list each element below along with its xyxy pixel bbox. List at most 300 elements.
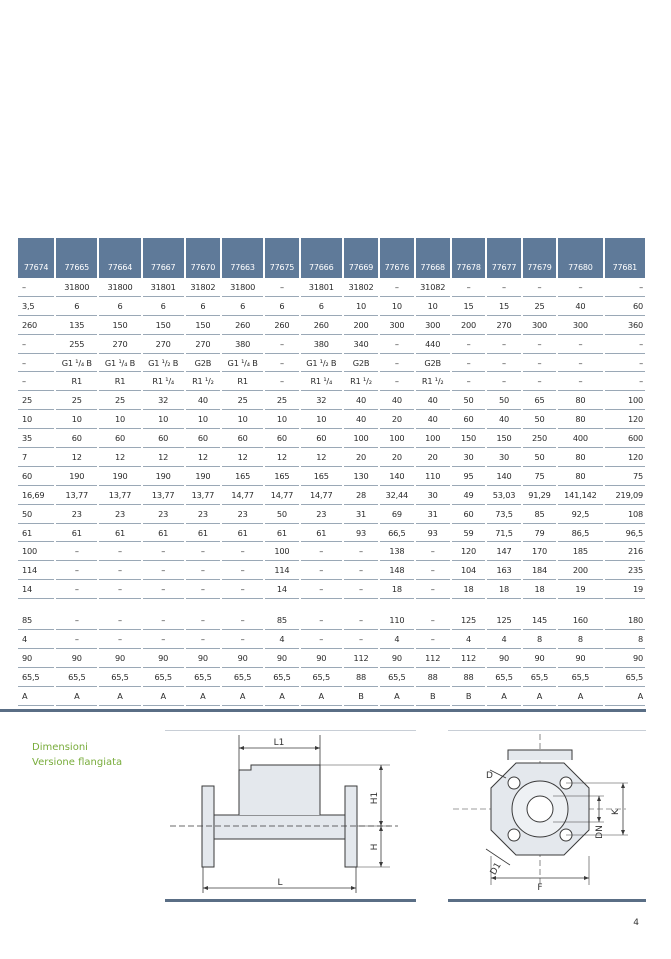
table-cell: 65,5 bbox=[605, 668, 645, 687]
table-cell: – bbox=[523, 354, 556, 373]
table-cell: 91,29 bbox=[523, 486, 556, 505]
table-cell: 65,5 bbox=[487, 668, 520, 687]
table-cell: – bbox=[605, 354, 645, 373]
column-header: 77679 bbox=[523, 238, 556, 278]
drawing-top-rule-right bbox=[448, 730, 646, 731]
table-cell: 150 bbox=[143, 316, 184, 335]
table-cell: – bbox=[265, 372, 298, 391]
column-header: 77665 bbox=[56, 238, 97, 278]
table-cell: 60 bbox=[452, 505, 485, 524]
table-cell: 31801 bbox=[301, 278, 342, 297]
table-cell: 12 bbox=[222, 448, 263, 467]
table-cell: 140 bbox=[380, 467, 413, 486]
table-cell: – bbox=[143, 630, 184, 649]
table-cell: 60 bbox=[452, 410, 485, 429]
table-cell: 90 bbox=[558, 649, 602, 668]
table-cell: R1 ¹/₄ bbox=[301, 372, 342, 391]
table-cell: 216 bbox=[605, 542, 645, 561]
table-cell: 31800 bbox=[56, 278, 97, 297]
spacer-cell bbox=[265, 599, 298, 611]
table-cell: 28 bbox=[344, 486, 378, 505]
label-H: H bbox=[370, 843, 380, 851]
table-cell: 340 bbox=[344, 335, 378, 354]
table-cell: 10 bbox=[344, 297, 378, 316]
label-F: F bbox=[537, 883, 543, 893]
table-cell: 141,142 bbox=[558, 486, 602, 505]
table-row bbox=[18, 354, 645, 373]
table-cell: – bbox=[344, 561, 378, 580]
table-cell: 40 bbox=[344, 410, 378, 429]
table-cell: – bbox=[416, 542, 450, 561]
table-cell: 6 bbox=[99, 297, 140, 316]
table-cell: 255 bbox=[56, 335, 97, 354]
table-cell: 61 bbox=[186, 524, 220, 543]
table-cell: A bbox=[380, 687, 413, 706]
table-cell: 260 bbox=[222, 316, 263, 335]
table-row bbox=[18, 668, 645, 687]
table-cell: 40 bbox=[558, 297, 602, 316]
table-cell: – bbox=[558, 335, 602, 354]
table-cell: A bbox=[186, 687, 220, 706]
table-cell: 19 bbox=[605, 580, 645, 599]
page-number: 4 bbox=[633, 918, 639, 928]
table-cell: 10 bbox=[265, 410, 298, 429]
table-cell: 60 bbox=[99, 429, 140, 448]
column-header: 77664 bbox=[99, 238, 140, 278]
table-cell: 200 bbox=[452, 316, 485, 335]
table-cell: 61 bbox=[265, 524, 298, 543]
spacer-cell bbox=[99, 599, 140, 611]
table-cell: 65 bbox=[523, 391, 556, 410]
table-cell: A bbox=[56, 687, 97, 706]
table-row bbox=[18, 297, 645, 316]
table-cell: 12 bbox=[99, 448, 140, 467]
table-cell: 100 bbox=[380, 429, 413, 448]
table-cell: G1 ¹/₄ B bbox=[56, 354, 97, 373]
table-cell: – bbox=[143, 561, 184, 580]
table-cell: G1 ¹/₂ B bbox=[301, 354, 342, 373]
table-cell: 23 bbox=[301, 505, 342, 524]
table-cell: 35 bbox=[18, 429, 54, 448]
drawing-bottom-rule-left bbox=[165, 899, 416, 902]
front-view-drawing bbox=[448, 732, 646, 900]
table-cell: – bbox=[186, 580, 220, 599]
table-cell: 31800 bbox=[222, 278, 263, 297]
column-header: 77669 bbox=[344, 238, 378, 278]
column-header: 77666 bbox=[301, 238, 342, 278]
table-cell: 90 bbox=[523, 649, 556, 668]
table-cell: 69 bbox=[380, 505, 413, 524]
table-cell: 90 bbox=[18, 649, 54, 668]
table-row bbox=[18, 524, 645, 543]
table-cell: – bbox=[222, 611, 263, 630]
spacer-cell bbox=[452, 599, 485, 611]
table-cell: 120 bbox=[452, 542, 485, 561]
table-cell: 114 bbox=[18, 561, 54, 580]
table-cell: A bbox=[487, 687, 520, 706]
table-cell: 65,5 bbox=[558, 668, 602, 687]
table-cell: 147 bbox=[487, 542, 520, 561]
table-cell: – bbox=[301, 630, 342, 649]
table-cell: 59 bbox=[452, 524, 485, 543]
table-cell: 20 bbox=[344, 448, 378, 467]
table-cell: 61 bbox=[18, 524, 54, 543]
table-cell: 65,5 bbox=[380, 668, 413, 687]
table-row bbox=[18, 316, 645, 335]
table-cell: 18 bbox=[523, 580, 556, 599]
table-row bbox=[18, 467, 645, 486]
table-cell: 180 bbox=[605, 611, 645, 630]
column-header: 77676 bbox=[380, 238, 413, 278]
table-cell: 30 bbox=[452, 448, 485, 467]
table-row bbox=[18, 410, 645, 429]
table-cell: 85 bbox=[523, 505, 556, 524]
table-cell: – bbox=[452, 372, 485, 391]
table-cell: R1 ¹/₂ bbox=[344, 372, 378, 391]
table-cell: 60 bbox=[186, 429, 220, 448]
table-cell: 65,5 bbox=[56, 668, 97, 687]
column-header: 77663 bbox=[222, 238, 263, 278]
table-cell: 125 bbox=[487, 611, 520, 630]
table-cell: 40 bbox=[487, 410, 520, 429]
table-cell: 300 bbox=[380, 316, 413, 335]
table-cell: A bbox=[523, 687, 556, 706]
table-cell: – bbox=[487, 354, 520, 373]
table-cell: 95 bbox=[452, 467, 485, 486]
table-cell: 18 bbox=[487, 580, 520, 599]
table-cell: 15 bbox=[452, 297, 485, 316]
table-cell: 90 bbox=[487, 649, 520, 668]
table-cell: 108 bbox=[605, 505, 645, 524]
dimensions-table bbox=[16, 238, 647, 706]
table-cell: G2B bbox=[416, 354, 450, 373]
table-cell: – bbox=[186, 630, 220, 649]
table-cell: 30 bbox=[416, 486, 450, 505]
table-cell: 3,5 bbox=[18, 297, 54, 316]
table-cell: 14 bbox=[265, 580, 298, 599]
table-row bbox=[18, 687, 645, 706]
table-cell: 4 bbox=[265, 630, 298, 649]
table-cell: – bbox=[416, 630, 450, 649]
label-DN: DN bbox=[595, 825, 605, 839]
table-cell: – bbox=[143, 611, 184, 630]
drawing-top-rule-left bbox=[165, 730, 416, 731]
table-cell: R1 ¹/₂ bbox=[416, 372, 450, 391]
table-cell: – bbox=[605, 372, 645, 391]
table-cell: – bbox=[99, 542, 140, 561]
table-cell: 10 bbox=[416, 297, 450, 316]
table-cell: – bbox=[56, 580, 97, 599]
column-header: 77668 bbox=[416, 238, 450, 278]
table-cell: 65,5 bbox=[99, 668, 140, 687]
table-cell: 93 bbox=[416, 524, 450, 543]
table-cell: 53,03 bbox=[487, 486, 520, 505]
table-cell: 10 bbox=[99, 410, 140, 429]
table-cell: – bbox=[56, 630, 97, 649]
table-cell: G1 ¹/₄ B bbox=[99, 354, 140, 373]
table-cell: A bbox=[143, 687, 184, 706]
table-cell: – bbox=[380, 335, 413, 354]
table-cell: – bbox=[452, 354, 485, 373]
table-cell: – bbox=[487, 278, 520, 297]
table-cell: 104 bbox=[452, 561, 485, 580]
table-cell: 50 bbox=[452, 391, 485, 410]
column-header: 77670 bbox=[186, 238, 220, 278]
table-cell: – bbox=[523, 335, 556, 354]
label-L1: L1 bbox=[273, 738, 285, 748]
table-cell: – bbox=[222, 542, 263, 561]
table-cell: 30 bbox=[487, 448, 520, 467]
table-cell: 145 bbox=[523, 611, 556, 630]
table-cell: 190 bbox=[56, 467, 97, 486]
table-row bbox=[18, 505, 645, 524]
section-title: Dimensioni bbox=[32, 742, 88, 753]
table-cell: – bbox=[523, 372, 556, 391]
table-cell: 90 bbox=[301, 649, 342, 668]
table-cell: – bbox=[487, 372, 520, 391]
table-cell: 10 bbox=[222, 410, 263, 429]
table-cell: 12 bbox=[186, 448, 220, 467]
table-cell: 120 bbox=[605, 410, 645, 429]
table-cell: A bbox=[99, 687, 140, 706]
table-cell: 85 bbox=[18, 611, 54, 630]
table-cell: 90 bbox=[143, 649, 184, 668]
table-cell: – bbox=[301, 542, 342, 561]
spacer-cell bbox=[143, 599, 184, 611]
table-cell: 165 bbox=[301, 467, 342, 486]
column-header: 77678 bbox=[452, 238, 485, 278]
table-cell: 150 bbox=[186, 316, 220, 335]
table-cell: 190 bbox=[99, 467, 140, 486]
table-cell: 88 bbox=[452, 668, 485, 687]
table-cell: 18 bbox=[380, 580, 413, 599]
table-cell: 60 bbox=[265, 429, 298, 448]
table-cell: 31800 bbox=[99, 278, 140, 297]
table-cell: 140 bbox=[487, 467, 520, 486]
table-cell: 12 bbox=[265, 448, 298, 467]
table-cell: – bbox=[523, 278, 556, 297]
table-cell: A bbox=[222, 687, 263, 706]
table-cell: 360 bbox=[605, 316, 645, 335]
table-cell: 10 bbox=[143, 410, 184, 429]
table-cell: 80 bbox=[558, 410, 602, 429]
table-cell: – bbox=[344, 580, 378, 599]
table-cell: 190 bbox=[186, 467, 220, 486]
table-cell: 18 bbox=[452, 580, 485, 599]
table-cell: 400 bbox=[558, 429, 602, 448]
table-cell: 130 bbox=[344, 467, 378, 486]
table-cell: 110 bbox=[380, 611, 413, 630]
table-cell: 300 bbox=[558, 316, 602, 335]
table-cell: 219,09 bbox=[605, 486, 645, 505]
table-row bbox=[18, 542, 645, 561]
table-cell: – bbox=[18, 354, 54, 373]
table-cell: 49 bbox=[452, 486, 485, 505]
table-cell: 92,5 bbox=[558, 505, 602, 524]
table-cell: 125 bbox=[452, 611, 485, 630]
table-cell: 23 bbox=[186, 505, 220, 524]
table-cell: 50 bbox=[18, 505, 54, 524]
spacer-cell bbox=[344, 599, 378, 611]
table-cell: – bbox=[380, 354, 413, 373]
table-cell: 14,77 bbox=[265, 486, 298, 505]
spacer-cell bbox=[18, 599, 54, 611]
table-cell: A bbox=[558, 687, 602, 706]
table-row bbox=[18, 580, 645, 599]
table-cell: 160 bbox=[558, 611, 602, 630]
table-cell: 6 bbox=[301, 297, 342, 316]
table-cell: 61 bbox=[222, 524, 263, 543]
table-cell: 50 bbox=[487, 391, 520, 410]
table-cell: 138 bbox=[380, 542, 413, 561]
drawing-bottom-rule-right bbox=[448, 899, 646, 902]
table-cell: 6 bbox=[186, 297, 220, 316]
table-cell: 13,77 bbox=[99, 486, 140, 505]
table-cell: 40 bbox=[416, 391, 450, 410]
table-cell: 13,77 bbox=[186, 486, 220, 505]
table-cell: – bbox=[301, 561, 342, 580]
table-cell: 23 bbox=[56, 505, 97, 524]
section-divider bbox=[0, 709, 646, 712]
table-cell: 440 bbox=[416, 335, 450, 354]
table-cell: 60 bbox=[605, 297, 645, 316]
table-row bbox=[18, 278, 645, 297]
table-cell: 100 bbox=[18, 542, 54, 561]
table-cell: 90 bbox=[99, 649, 140, 668]
table-cell: 13,77 bbox=[143, 486, 184, 505]
table-cell: 6 bbox=[265, 297, 298, 316]
table-cell: 163 bbox=[487, 561, 520, 580]
table-cell: 16,69 bbox=[18, 486, 54, 505]
table-cell: 90 bbox=[56, 649, 97, 668]
table-cell: 13,77 bbox=[56, 486, 97, 505]
table-row bbox=[18, 429, 645, 448]
table-cell: – bbox=[344, 611, 378, 630]
label-L: L bbox=[277, 878, 283, 888]
table-cell: 150 bbox=[487, 429, 520, 448]
table-cell: 10 bbox=[301, 410, 342, 429]
table-cell: R1 bbox=[99, 372, 140, 391]
table-cell: 4 bbox=[487, 630, 520, 649]
table-cell: 60 bbox=[222, 429, 263, 448]
table-cell: – bbox=[416, 611, 450, 630]
table-cell: 250 bbox=[523, 429, 556, 448]
table-cell: 185 bbox=[558, 542, 602, 561]
table-cell: 60 bbox=[143, 429, 184, 448]
spacer-cell bbox=[523, 599, 556, 611]
table-cell: 4 bbox=[452, 630, 485, 649]
table-cell: 7 bbox=[18, 448, 54, 467]
table-cell: – bbox=[222, 630, 263, 649]
table-cell: 260 bbox=[18, 316, 54, 335]
table-cell: R1 bbox=[222, 372, 263, 391]
table-cell: 112 bbox=[344, 649, 378, 668]
table-cell: 88 bbox=[344, 668, 378, 687]
table-cell: 32 bbox=[301, 391, 342, 410]
label-K: K bbox=[611, 809, 621, 815]
table-cell: 12 bbox=[56, 448, 97, 467]
table-cell: G1 ¹/₂ B bbox=[143, 354, 184, 373]
table-header-row bbox=[18, 238, 645, 278]
table-cell: – bbox=[186, 561, 220, 580]
table-cell: 31802 bbox=[344, 278, 378, 297]
table-cell: 23 bbox=[222, 505, 263, 524]
table-cell: B bbox=[416, 687, 450, 706]
table-cell: A bbox=[265, 687, 298, 706]
column-header: 77667 bbox=[143, 238, 184, 278]
table-cell: – bbox=[56, 542, 97, 561]
table-cell: 148 bbox=[380, 561, 413, 580]
table-cell: R1 ¹/₄ bbox=[143, 372, 184, 391]
table-cell: 10 bbox=[56, 410, 97, 429]
column-header: 77675 bbox=[265, 238, 298, 278]
table-row bbox=[18, 561, 645, 580]
table-cell: 112 bbox=[452, 649, 485, 668]
table-cell: 23 bbox=[99, 505, 140, 524]
table-row bbox=[18, 372, 645, 391]
table-cell: – bbox=[558, 372, 602, 391]
table-cell: 61 bbox=[99, 524, 140, 543]
column-header: 77674 bbox=[18, 238, 54, 278]
spacer-cell bbox=[487, 599, 520, 611]
table-cell: 235 bbox=[605, 561, 645, 580]
table-cell: 100 bbox=[605, 391, 645, 410]
table-cell: – bbox=[416, 580, 450, 599]
table-cell: 260 bbox=[301, 316, 342, 335]
table-cell: – bbox=[380, 372, 413, 391]
table-cell: 25 bbox=[523, 297, 556, 316]
table-cell: 112 bbox=[416, 649, 450, 668]
table-cell: 8 bbox=[523, 630, 556, 649]
table-cell: 73,5 bbox=[487, 505, 520, 524]
table-cell: 50 bbox=[265, 505, 298, 524]
table-cell: 20 bbox=[380, 448, 413, 467]
table-cell: 170 bbox=[523, 542, 556, 561]
table-cell: 6 bbox=[56, 297, 97, 316]
table-cell: 6 bbox=[222, 297, 263, 316]
table-cell: 90 bbox=[186, 649, 220, 668]
label-D1: D1 bbox=[488, 861, 504, 877]
table-cell: 65,5 bbox=[186, 668, 220, 687]
table-cell: 600 bbox=[605, 429, 645, 448]
spacer-cell bbox=[380, 599, 413, 611]
table-cell: 96,5 bbox=[605, 524, 645, 543]
table-cell: G1 ¹/₄ B bbox=[222, 354, 263, 373]
table-cell: 31802 bbox=[186, 278, 220, 297]
table-cell: – bbox=[265, 278, 298, 297]
table-cell: 110 bbox=[416, 467, 450, 486]
table-cell: – bbox=[222, 580, 263, 599]
table-cell: 88 bbox=[416, 668, 450, 687]
table-cell: 19 bbox=[558, 580, 602, 599]
table-cell: 100 bbox=[416, 429, 450, 448]
table-cell: 14 bbox=[18, 580, 54, 599]
table-cell: 31082 bbox=[416, 278, 450, 297]
table-cell: – bbox=[301, 580, 342, 599]
table-cell: 200 bbox=[344, 316, 378, 335]
table-cell: 12 bbox=[143, 448, 184, 467]
side-view-drawing bbox=[165, 732, 416, 900]
table-cell: – bbox=[380, 278, 413, 297]
table-cell: 6 bbox=[143, 297, 184, 316]
table-cell: 4 bbox=[380, 630, 413, 649]
table-cell: 4 bbox=[18, 630, 54, 649]
table-cell: 150 bbox=[452, 429, 485, 448]
table-cell: 380 bbox=[222, 335, 263, 354]
table-cell: 40 bbox=[416, 410, 450, 429]
table-cell: B bbox=[452, 687, 485, 706]
table-cell: 270 bbox=[487, 316, 520, 335]
